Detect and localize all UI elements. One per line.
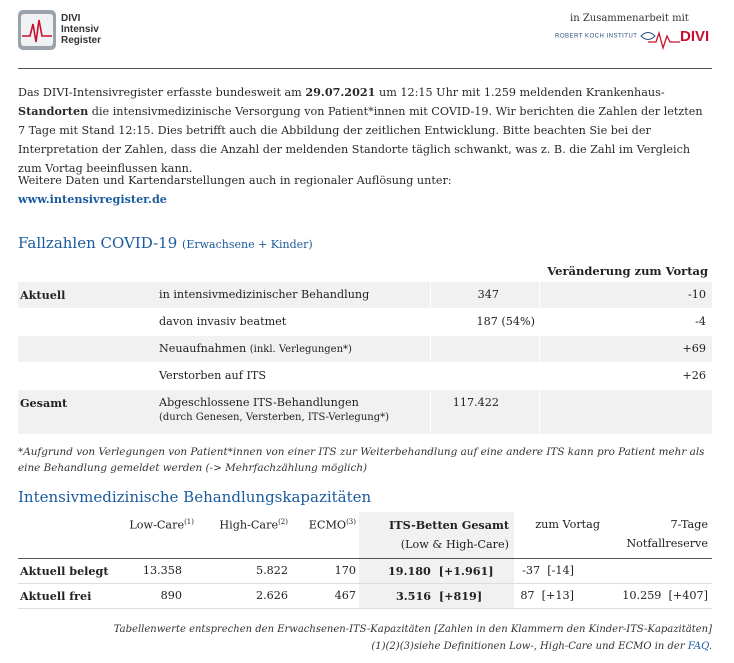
row-label: Aktuell belegt	[20, 564, 109, 578]
capacity-footnote-2-end: .	[708, 641, 712, 652]
divi-logo-text: DIVI	[680, 28, 710, 45]
row-group: Aktuell	[20, 288, 66, 302]
logo-line-3: Register	[61, 35, 102, 46]
value-cell	[430, 336, 540, 362]
col-its-total-text: ITS-Betten Gesamt	[389, 518, 509, 532]
cell-total: 19.180 [+1.961]	[388, 564, 494, 578]
table-row	[18, 558, 712, 584]
cell-high: 5.822	[255, 564, 288, 577]
table-row	[18, 584, 712, 609]
logo-line-2: Intensiv	[61, 24, 99, 35]
col-low-care-sup: (1)	[184, 518, 194, 526]
cell-reserve: 10.259 [+407]	[622, 589, 708, 602]
cell-ecmo: 467	[334, 589, 356, 602]
faq-link[interactable]: FAQ	[687, 641, 709, 652]
table-row	[18, 363, 712, 390]
cell-low: 890	[160, 589, 182, 602]
col-high-care-text: High-Care	[219, 518, 279, 532]
cell-vortag: 87 [+13]	[520, 589, 574, 602]
col-low-care	[118, 518, 194, 532]
table-row	[18, 336, 712, 363]
cell-total: 3.516 [+819]	[396, 589, 483, 603]
value-cell	[430, 390, 540, 434]
fallzahlen-title	[18, 234, 313, 252]
verlegungen-footnote: *Aufgrund von Verlegungen von Patient*innen von einer ITS zur Weiterbehandlung auf eine andere ITS kann pro Patient mehr als eine Behandlung gemeldet werden (-> Mehrfachzählung möglich)	[18, 446, 705, 474]
row-change: -4	[695, 315, 706, 328]
kapazitaeten-title: Intensivmedizinische Behandlungskapazitäten	[18, 488, 372, 506]
cell-low: 13.358	[142, 564, 182, 577]
capacity-footnote-1: Tabellenwerte entsprechen den Erwachsenen-ITS-Kapazitäten [Zahlen in den Klammern den Kinder-ITS-Kapazitäten]	[113, 624, 712, 635]
row-label: Verstorben auf ITS	[159, 369, 267, 382]
col-low-care-text: Low-Care	[129, 518, 185, 532]
capacity-footnote-2	[371, 641, 712, 652]
row-value: 117.422	[452, 396, 499, 409]
intro-text-c: die intensivmedizinische Versorgung von Patient*innen mit COVID-19. Wir berichten die Zahlen der letzten 7 Tage mit Stand 12:15. Dies betrifft auch die Abbildung der zeitlichen Entwicklung. Bitte beachten Sie bei der Interpretation der Zahlen, dass die Anzahl der meldenden Standorte täglich schwankt, was z. B. die Zahl im Vergleich zum Vortag beeinflussen kann.	[18, 105, 703, 175]
table-header-row	[18, 512, 712, 558]
fallzahlen-title-text: Fallzahlen COVID-19	[18, 234, 178, 252]
report-date: 29.07.2021	[305, 85, 376, 99]
cell-ecmo: 170	[334, 564, 356, 577]
row-value: 347	[477, 288, 499, 301]
row-label-note: (inkl. Verlegungen*)	[249, 344, 352, 355]
capacity-footnote-2-text: (1)(2)(3)siehe Definitionen Low-, High-Care und ECMO in der	[371, 641, 688, 652]
rki-logo	[555, 31, 656, 41]
value-cell	[430, 309, 540, 335]
kapazitaeten-table	[18, 512, 712, 609]
rki-logo-text: ROBERT KOCH INSTITUT	[555, 33, 638, 40]
value-cell	[430, 282, 540, 308]
col-reserve-line-2: Notfallreserve	[626, 537, 708, 550]
header-divider	[18, 68, 712, 69]
col-reserve	[610, 518, 708, 550]
row-label-note: (durch Genesen, Versterben, ITS-Verlegung*)	[159, 412, 390, 423]
table-row	[18, 282, 712, 309]
col-high-care	[208, 518, 288, 532]
intro-text-b: um 12:15 Uhr mit 1.259 meldenden Krankenhaus-	[375, 86, 665, 99]
row-label	[159, 396, 389, 423]
row-label: Aktuell frei	[20, 589, 92, 603]
col-ecmo-sup: (3)	[346, 518, 356, 526]
row-label	[159, 342, 352, 355]
logo-line-1: DIVI	[61, 13, 81, 24]
more-data-text: Weitere Daten und Kartendarstellungen auch in regionaler Auflösung unter:	[18, 174, 452, 187]
intro-standorte: Standorten	[18, 104, 89, 118]
col-high-care-sup: (2)	[278, 518, 288, 526]
col-its-total-sub: (Low & High-Care)	[400, 538, 509, 551]
row-change: -10	[687, 288, 706, 301]
col-ecmo-text: ECMO	[308, 518, 347, 532]
col-ecmo	[298, 518, 356, 532]
col-reserve-line-1: 7-Tage	[670, 518, 708, 531]
row-label: davon invasiv beatmet	[159, 315, 287, 328]
row-group: Gesamt	[20, 396, 68, 410]
intensivregister-link[interactable]: www.intensivregister.de	[18, 192, 167, 206]
cell-vortag: -37 [-14]	[522, 564, 574, 577]
fallzahlen-subtitle: (Erwachsene + Kinder)	[182, 238, 313, 251]
divi-pulse-icon	[648, 30, 680, 54]
col-its-total	[359, 518, 509, 551]
col-vortag: zum Vortag	[535, 518, 600, 531]
cell-high: 2.626	[255, 589, 288, 602]
row-label: in intensivmedizinischer Behandlung	[159, 288, 370, 301]
table-row	[18, 390, 712, 435]
logo-wordmark	[61, 13, 101, 46]
row-value: 187 (54%)	[476, 315, 535, 328]
row-label-text: Neuaufnahmen	[159, 342, 247, 355]
row-label-text: Abgeschlossene ITS-Behandlungen	[159, 396, 359, 409]
table-row	[18, 309, 712, 336]
row-change: +26	[682, 369, 706, 382]
fallzahlen-table	[18, 264, 712, 435]
partner-caption: in Zusammenarbeit mit	[570, 13, 689, 24]
change-column-header: Veränderung zum Vortag	[547, 264, 708, 278]
intro-text-a: Das DIVI-Intensivregister erfasste bundesweit am	[18, 86, 306, 99]
intro-paragraph	[18, 83, 712, 178]
row-change: +69	[682, 342, 706, 355]
more-data-paragraph	[18, 171, 712, 209]
divi-register-logo-icon	[18, 10, 56, 50]
